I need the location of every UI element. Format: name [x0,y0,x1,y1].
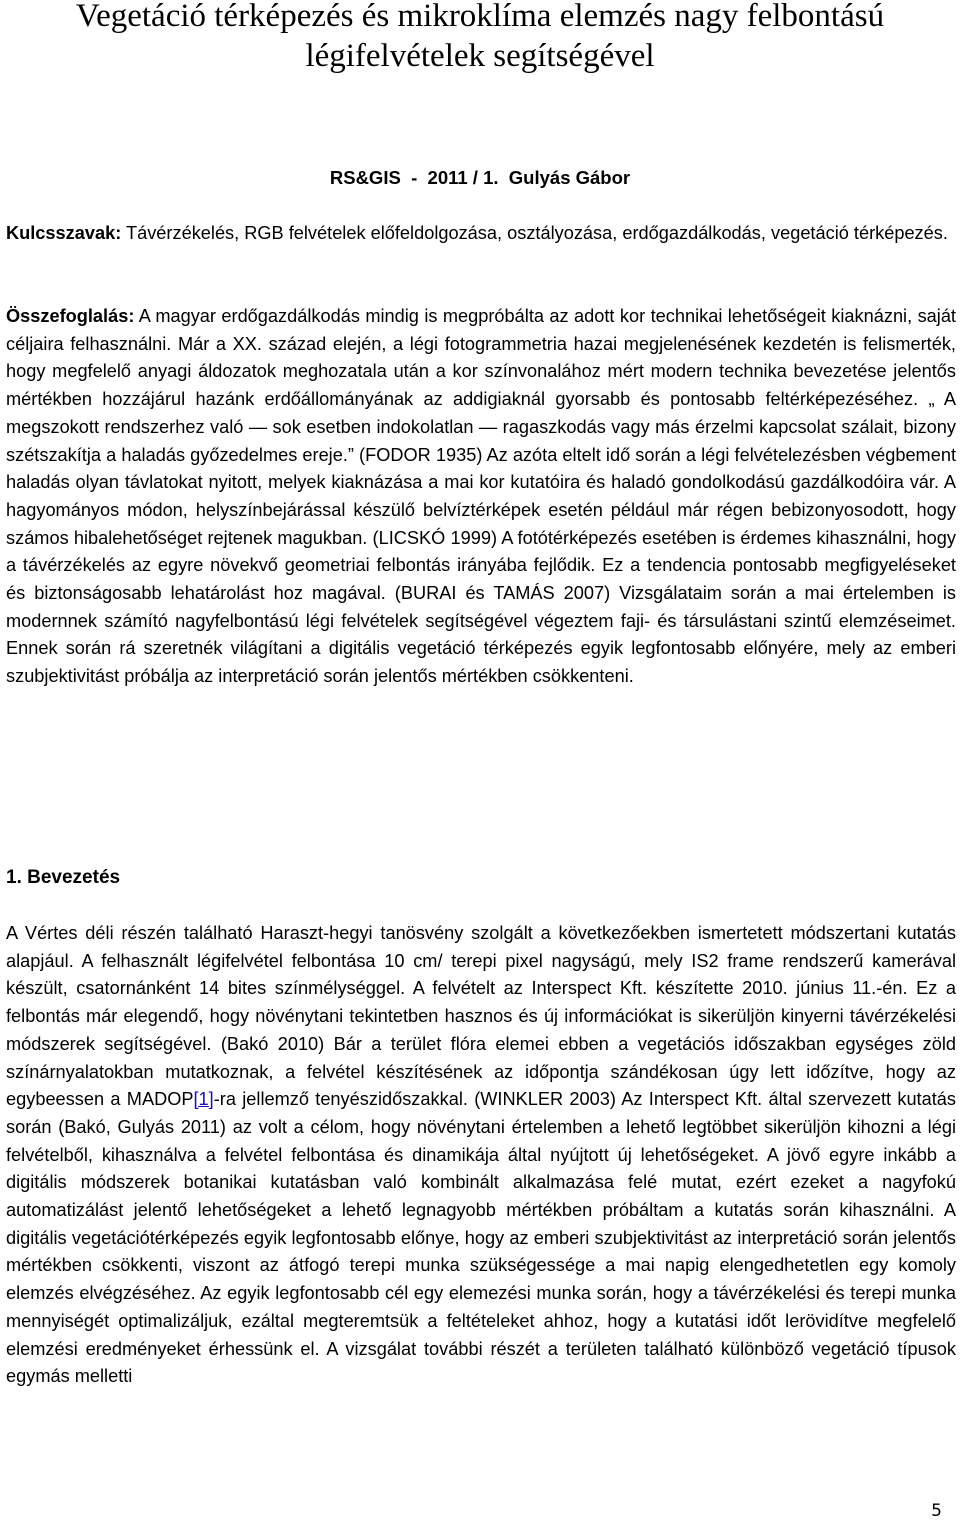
intro-text-part-1: A Vértes déli részén található Haraszt-hegyi tanösvény szolgált a következőekben ismertetett módszertani kutatás alapjául. A felhasznált légifelvétel felbontása 10 cm/ terepi pixel nagyságú, mely IS2 frame rendszerű kamerával készült, csatornánként 14 bites színmélységgel. A felvételt az Interspect Kft. készítette 2010. június 11.-én. Ez a felbontás már elegendő, hogy növénytani tekintetben hasznos és új információkat is sikerüljön kinyerni távérzékelési módszerek segítségével. (Bakó 2010) Bár a terület flóra elemei ebben a vegetációs időszakban egységes zöld színárnyalatokban mutatkoznak, a felvétel készítésének az időpontja szándékosan úgy lett időzítve, hogy az egybeessen a MADOP [6,923,956,1110]
page-number: 5 [931,1501,942,1521]
keywords-paragraph [6,220,956,248]
byline: RS&GIS - 2011 / 1. Gulyás Gábor [329,167,631,188]
abstract-text: A magyar erdőgazdálkodás mindig is megpróbálta az adott kor technikai lehetőségeit kiaknázni, saját céljaira felhasználni. Már a XX. század elején, a légi fotogrammetria hazai megjelenésének kezdetén is felismerték, hogy megfelelő anyagi áldozatok meghozatala után a kor színvonalához mért modern technika bevezetése jelentős mértékben hozzájárul hazánk erdőállományának az addigiaknál gyorsabb és pontosabb feltérképezéséhez. „ A megszokott rendszerhez való — sok esetben indokolatlan — ragaszkodás vagy más érzelmi kapcsolat szálait, bizony szétszakítja a haladás győzedelmes ereje.” (FODOR 1935) Az azóta eltelt idő során a légi felvételezésben végbement haladás olyan távlatokat nyitott, melyek kiaknázása a mai kor kutatóira és haladó gondolkodású gazdálkodóira vár. A hagyományos módon, helyszínbejárással készülő belvíztérképek esetén például már régen bebizonyosodott, hogy számos hibalehetőséget rejtenek magukban. (LICSKÓ 1999) A fotótérképezés esetében is érdemes kihasználni, hogy a távérzékelés az egyre növekvő geometriai felbontás irányába fejlődik. Ez a tendencia pontosabb megfigyeléseket és biztonságosabb lehatárolást hoz magával. (BURAI és TAMÁS 2007) Vizsgálataim során a mai értelemben is modernnek számító nagyfelbontású légi felvételek segítségével végeztem faji- és társulástani szintű elemzéseimet. Ennek során rá szeretnék világítani a digitális vegetáció térképezés egyik legfontosabb előnyére, mely az emberi szubjektivitást próbálja az interpretáció során jelentős mértékben csökkenteni. [6,306,956,687]
abstract-label: Összefoglalás: [6,306,135,326]
abstract-paragraph [6,303,956,691]
footnote-link[interactable]: [1] [193,1089,214,1110]
keywords-label: Kulcsszavak: [6,223,122,243]
section-heading-introduction: 1. Bevezetés [6,867,121,888]
keywords-text: Távérzékelés, RGB felvételek előfeldolgozása, osztályozása, erdőgazdálkodás, vegetáció térképezés. [121,223,948,243]
document-title: Vegetáció térképezés és mikroklíma elemzés nagy felbontású légifelvételek segítségével [75,0,885,74]
introduction-paragraph [6,920,956,1391]
intro-text-part-2: -ra jellemző tenyészidőszakkal. (WINKLER 2003) Az Interspect Kft. által szervezett kutatás során (Bakó, Gulyás 2011) az volt a célom, hogy növénytani értelemben a lehető legtöbbet sikerüljön kihozni a légi felvételből, kihasználva a felvétel felbontása és dinamikája által nyújtott új lehetőségeket. A jövő egyre inkább a digitális módszerek botanikai kutatásban való kombinált alkalmazása felé mutat, ezért ezeket a nagyfokú automatizálást jelentő lehetőségeket a lehető legnagyobb mértékben próbáltam a kutatás során kihasználni. A digitális vegetációtérképezés egyik legfontosabb előnye, hogy az emberi szubjektivitást az interpretáció során jelentős mértékben csökkenti, viszont az átfogó terepi munka szükségessége a mai napig elengedhetetlen egy komoly elemzés elvégzéséhez. Az egyik legfontosabb cél egy elemezési munka során, hogy a távérzékelési és terepi munka mennyiségét optimalizáljuk, ezáltal megteremtsük a feltételeket ahhoz, hogy a kutatási időt lerövidítve megfelelő elemzési eredményeket érhessünk el. A vizsgálat további részét a területen található különböző vegetáció típusok egymás melletti [6,1089,956,1387]
